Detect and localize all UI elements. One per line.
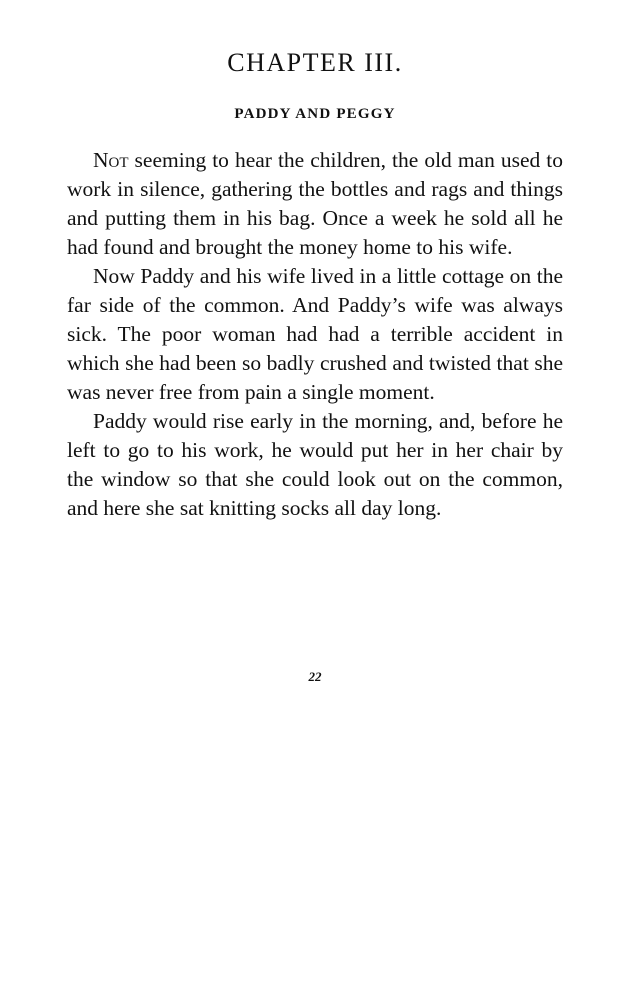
paragraph-1-text: seeming to hear the children, the old man used to work in silence, gathering the bottles and rags and things and putting them in his bag. Once a week he sold all he had found and brought the money home to his wife.: [67, 148, 563, 259]
paragraph-3: Paddy would rise early in the morning, and, before he left to go to his work, he would put her in her chair by the window so that she could look out on the common, and here she sat knitting socks all day long.: [67, 409, 563, 520]
paragraph-1-opening-word: Not: [93, 148, 129, 172]
paragraph-1: [67, 146, 563, 262]
body-text: [67, 146, 563, 523]
paragraph-2: Now Paddy and his wife lived in a little cottage on the far side of the common. And Paddy’s wife was always sick. The poor woman had had a terrible accident in which she had been so badly crushed and twisted that she was never free from pain a single moment.: [67, 264, 563, 404]
page-number: 22: [308, 669, 322, 684]
chapter-title: CHAPTER III.: [227, 48, 403, 77]
chapter-subtitle: PADDY AND PEGGY: [234, 106, 396, 122]
